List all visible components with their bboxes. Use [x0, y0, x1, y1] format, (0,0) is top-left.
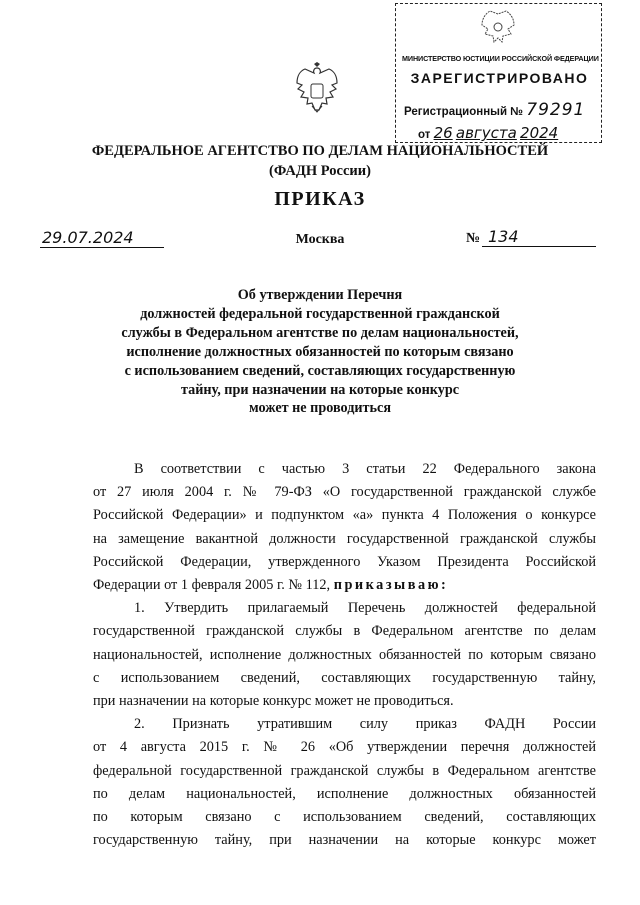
document-type: ПРИКАЗ: [274, 188, 366, 210]
subject-line: может не проводиться: [249, 400, 391, 417]
subject-line: службы в Федеральном агентстве по делам национальностей,: [121, 324, 519, 341]
subject-line: Об утверждении Перечня: [237, 287, 403, 303]
body-line: национальностей, исполнение должностных обязанностей по которым связано: [93, 646, 596, 663]
body-line: федеральной государственной гражданской службы в Федеральном агентстве: [93, 762, 596, 779]
body-line: государственной гражданской службы в Федеральном агентстве по делам: [93, 623, 596, 640]
stamp-date-prefix: от: [418, 129, 431, 141]
body-text: Федерации от 1 февраля 2005 г. № 112,: [93, 577, 331, 594]
registration-stamp: [395, 3, 602, 143]
subject-line: должностей федеральной государственной гражданской: [140, 305, 500, 322]
body-line: по которым связано с использованием сведений, составляющих: [93, 809, 596, 826]
body-line: В соответствии с частью 3 статьи 22 Федерального закона: [134, 461, 596, 477]
body-line: при назначении на которые конкурс может не проводиться.: [93, 693, 454, 710]
order-verb: приказываю: [333, 577, 442, 594]
body-line: Российской Федерации, утвержденного Указом Президента Российской: [93, 553, 596, 570]
body-line: Российской Федерации» и подпунктом «а» пункта 4 Положения о конкурсе: [93, 507, 596, 524]
subject-line: исполнение должностных обязанностей по которым связано: [126, 343, 514, 360]
stamp-reg-label: Регистрационный №: [404, 106, 524, 118]
stamp-reg-number: 79291: [526, 100, 586, 120]
order-number: 134: [482, 227, 596, 247]
order-date: 29.07.2024: [40, 228, 164, 248]
stamp-date-month: августа: [455, 124, 517, 142]
stamp-registration-number: [404, 100, 585, 120]
order-number-label: №: [466, 231, 481, 246]
subject-line: с использованием сведений, составляющих государственную: [124, 362, 516, 379]
stamp-date-day: 26: [433, 124, 453, 142]
body-line: государственную тайну, при назначении на которые конкурс может: [93, 832, 596, 849]
order-city: Москва: [295, 232, 345, 247]
order-body: [93, 458, 596, 852]
subject-line: тайну, при назначении на которые конкурс: [180, 381, 460, 398]
order-subject: [60, 286, 580, 418]
order-verb-colon: :: [441, 577, 449, 594]
body-line: на замещение вакантной должности государственной гражданской службы: [93, 530, 596, 547]
stamp-registered-text: ЗАРЕГИСТРИРОВАНО: [410, 70, 589, 86]
stamp-registration-date: [418, 124, 558, 142]
body-line: [93, 574, 596, 597]
agency-short-name: (ФАДН России): [269, 163, 371, 179]
coat-of-arms-icon: [294, 62, 340, 120]
agency-name: ФЕДЕРАЛЬНОЕ АГЕНТСТВО ПО ДЕЛАМ НАЦИОНАЛЬНОСТЕЙ: [91, 143, 549, 159]
stamp-emblem-icon: [478, 10, 518, 46]
body-line: 1. Утвердить прилагаемый Перечень должностей федеральной: [134, 600, 596, 617]
stamp-ministry-text: МИНИСТЕРСТВО ЮСТИЦИИ РОССИЙСКОЙ ФЕДЕРАЦИИ: [402, 54, 599, 63]
body-line: с использованием сведений, составляющих государственную тайну,: [93, 669, 596, 686]
body-line: по делам национальностей, исполнение должностных обязанностей: [93, 785, 596, 802]
body-line: 2. Признать утратившим силу приказ ФАДН России: [134, 716, 596, 733]
body-line: от 27 июля 2004 г. № 79-ФЗ «О государственной гражданской службе: [93, 484, 596, 501]
body-line: от 4 августа 2015 г. № 26 «Об утверждении перечня должностей: [93, 739, 596, 756]
stamp-date-year: 2024: [520, 124, 559, 142]
